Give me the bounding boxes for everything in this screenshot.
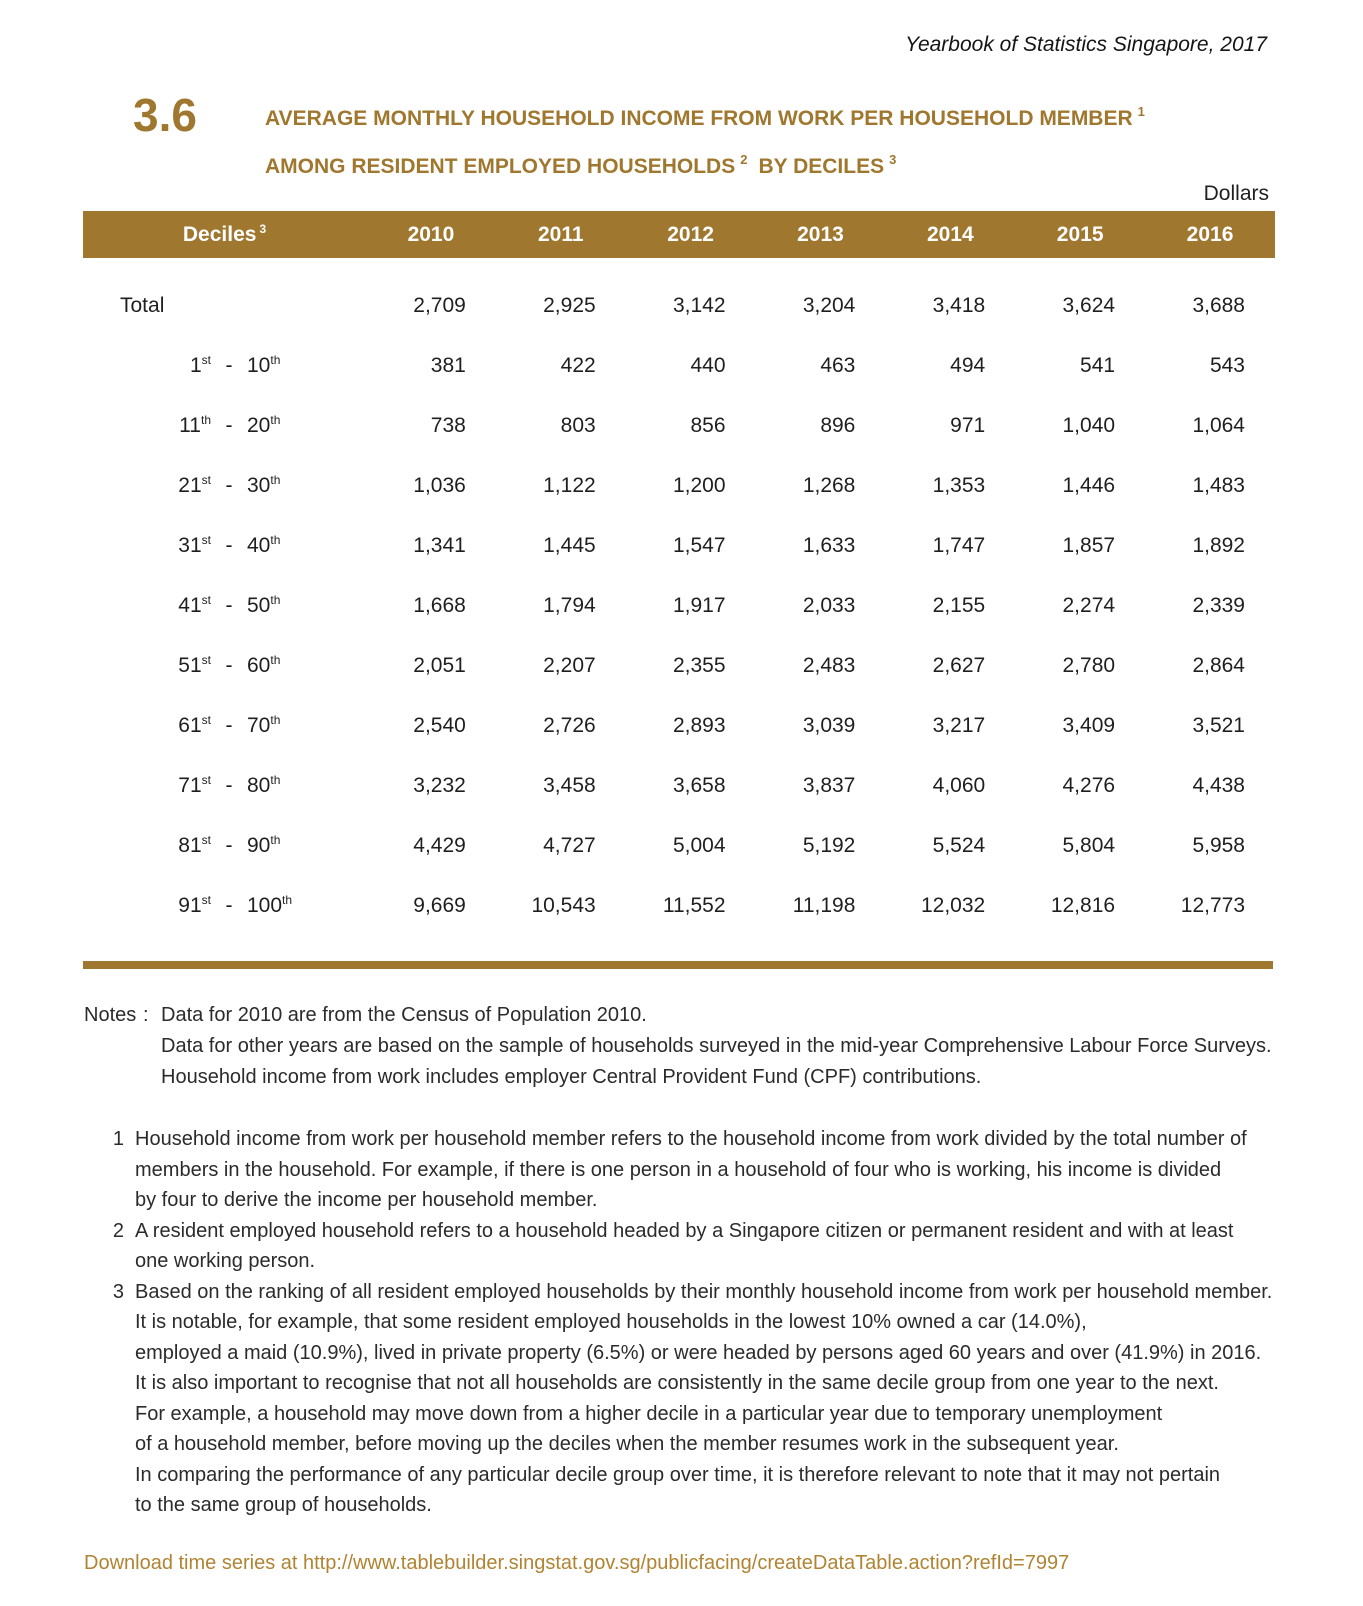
ordinal-suffix: th [270, 653, 281, 667]
value-cell: 12,032 [920, 894, 986, 917]
decile-cell [83, 336, 366, 396]
decile-cell [83, 516, 366, 576]
value-cell: 3,217 [932, 714, 986, 737]
value-cell: 2,155 [932, 594, 986, 617]
page-header: Yearbook of Statistics Singapore, 2017 [905, 33, 1267, 56]
value-cell: 3,521 [1192, 714, 1245, 737]
value-cell: 1,633 [802, 534, 856, 557]
table-row [83, 336, 1275, 396]
ordinal-suffix: st [201, 533, 211, 547]
value-cell: 2,709 [413, 294, 466, 317]
decile-range-end: 50th [247, 593, 281, 617]
value-cell: 1,747 [932, 534, 986, 557]
table-title-line1 [265, 104, 1145, 131]
footnotes [83, 1124, 1272, 1521]
table-row [83, 876, 1275, 936]
value-cell: 422 [560, 354, 596, 377]
value-cell: 3,142 [672, 294, 726, 317]
ordinal-suffix: th [200, 413, 211, 427]
year-column-header: 2012 [626, 211, 756, 258]
decile-range-end: 10th [247, 353, 281, 377]
value-cell: 1,857 [1062, 534, 1116, 557]
ordinal-suffix: st [201, 473, 211, 487]
value-cell: 12,773 [1180, 894, 1245, 917]
decile-range-start: 1st [189, 353, 211, 377]
value-cell: 1,892 [1192, 534, 1245, 557]
value-cell: 2,339 [1192, 594, 1245, 617]
value-cell: 2,627 [932, 654, 986, 677]
value-cell: 3,688 [1192, 294, 1245, 317]
value-cell: 11,198 [792, 894, 856, 917]
table-title-line2 [265, 152, 896, 179]
value-cell: 463 [820, 354, 856, 377]
decile-range-start: 31st [178, 533, 211, 557]
value-cell: 1,268 [802, 474, 856, 497]
title-text: AVERAGE MONTHLY HOUSEHOLD INCOME FROM WORK PER HOUSEHOLD MEMBER [265, 107, 1133, 130]
table-row [83, 456, 1275, 516]
value-cell: 1,040 [1062, 414, 1116, 437]
year-column-header: 2014 [885, 211, 1015, 258]
value-cell: 2,051 [413, 654, 466, 677]
table-header-row [83, 211, 1275, 258]
decile-range-start: 51st [178, 653, 211, 677]
decile-range-start: 11th [179, 413, 211, 437]
footnote-text [135, 1216, 1234, 1277]
value-cell: 10,543 [531, 894, 596, 917]
decile-cell [83, 456, 366, 516]
table-row [83, 696, 1275, 756]
ordinal-suffix: st [201, 773, 211, 787]
value-cell: 1,794 [543, 594, 596, 617]
note-line: Data for other years are based on the sample of households surveyed in the mid-year Comprehensive Labour Force Surveys. [161, 1035, 1272, 1057]
footnote-line: In comparing the performance of any particular decile group over time, it is therefore relevant to note that it may not pertain [135, 1463, 1221, 1486]
value-cell: 896 [820, 414, 856, 437]
decile-cell [83, 636, 366, 696]
decile-range-dash: - [225, 654, 233, 677]
value-cell: 1,353 [932, 474, 986, 497]
year-column-header: 2013 [756, 211, 886, 258]
unit-label: Dollars [1203, 182, 1269, 205]
table-row [83, 756, 1275, 816]
footnote-text [135, 1277, 1272, 1521]
year-column-header: 2011 [496, 211, 626, 258]
notes-label: Notes [84, 1004, 137, 1026]
value-cell: 4,438 [1192, 774, 1245, 797]
value-cell: 440 [690, 354, 726, 377]
ordinal-suffix: th [270, 533, 281, 547]
row-label: Total [120, 294, 165, 317]
notes-continuation [84, 1031, 1272, 1093]
footnote-ref-3: 3 [259, 222, 267, 236]
footnote-line: Household income from work per household member refers to the household income from work divided by the total number of [135, 1128, 1247, 1150]
decile-range-dash: - [225, 474, 233, 497]
value-cell: 5,004 [672, 834, 726, 857]
decile-range-dash: - [225, 894, 233, 917]
footnote-number: 3 [112, 1280, 124, 1303]
value-cell: 1,668 [413, 594, 466, 617]
decile-range-start: 21st [178, 473, 211, 497]
value-cell: 1,445 [543, 534, 596, 557]
ordinal-suffix: th [270, 593, 281, 607]
value-cell: 381 [430, 354, 466, 377]
year-column-header: 2010 [366, 211, 496, 258]
decile-cell [83, 876, 366, 936]
value-cell: 2,780 [1062, 654, 1116, 677]
value-cell: 3,204 [802, 294, 856, 317]
footnote-text [135, 1124, 1247, 1216]
decile-range-end: 90th [247, 833, 281, 857]
decile-range-start: 71st [178, 773, 211, 797]
value-cell: 4,060 [932, 774, 986, 797]
table-row [83, 516, 1275, 576]
footnote-line: one working person. [135, 1250, 316, 1272]
ordinal-suffix: th [270, 713, 281, 727]
value-cell: 1,036 [413, 474, 466, 497]
title-text: AMONG RESIDENT EMPLOYED HOUSEHOLDS [265, 155, 736, 178]
footnote-ref-1: 1 [1137, 104, 1145, 119]
table-body [83, 258, 1275, 936]
ordinal-suffix: st [201, 893, 211, 907]
decile-range-dash: - [225, 594, 233, 617]
value-cell: 5,958 [1192, 834, 1245, 857]
table-row [83, 816, 1275, 876]
value-cell: 971 [950, 414, 986, 437]
value-cell: 494 [950, 354, 986, 377]
decile-range-start: 41st [178, 593, 211, 617]
footnote-number: 2 [112, 1219, 124, 1242]
decile-cell [83, 756, 366, 816]
decile-range-end: 40th [247, 533, 281, 557]
value-cell: 1,917 [672, 594, 726, 617]
value-cell: 1,483 [1192, 474, 1245, 497]
ordinal-suffix: th [270, 773, 281, 787]
value-cell: 3,418 [932, 294, 986, 317]
value-cell: 3,458 [543, 774, 596, 797]
year-column-header: 2016 [1145, 211, 1275, 258]
table-row [83, 396, 1275, 456]
table-row [83, 258, 1275, 336]
value-cell: 541 [1080, 354, 1116, 377]
value-cell: 2,540 [413, 714, 466, 737]
footnote [83, 1277, 1272, 1521]
value-cell: 4,429 [413, 834, 466, 857]
ordinal-suffix: th [270, 473, 281, 487]
value-cell: 2,207 [543, 654, 596, 677]
decile-range-end: 20th [247, 413, 281, 437]
income-deciles-table [83, 211, 1275, 936]
footnote-ref-3: 3 [889, 152, 897, 167]
value-cell: 5,192 [802, 834, 856, 857]
value-cell: 803 [560, 414, 596, 437]
table-row [83, 636, 1275, 696]
decile-range-end: 30th [247, 473, 281, 497]
decile-range-end: 60th [247, 653, 281, 677]
value-cell: 2,033 [802, 594, 856, 617]
notes-block [84, 1000, 1272, 1093]
value-cell: 2,864 [1192, 654, 1245, 677]
decile-range-dash: - [225, 834, 233, 857]
footnote-line: members in the household. For example, if there is one person in a household of four who is working, his income is divided [135, 1158, 1222, 1181]
decile-cell [83, 258, 366, 336]
section-number: 3.6 [133, 89, 197, 141]
value-cell: 2,925 [543, 294, 596, 317]
value-cell: 3,624 [1062, 294, 1116, 317]
ordinal-suffix: st [201, 593, 211, 607]
note-line: Household income from work includes employer Central Provident Fund (CPF) contributions. [161, 1066, 982, 1088]
value-cell: 2,274 [1062, 594, 1116, 617]
value-cell: 738 [430, 414, 466, 437]
value-cell: 1,200 [672, 474, 726, 497]
value-cell: 9,669 [413, 894, 466, 917]
footnote-number: 1 [112, 1128, 124, 1150]
value-cell: 5,804 [1062, 834, 1116, 857]
footnote [83, 1124, 1272, 1216]
value-cell: 856 [690, 414, 726, 437]
decile-range-dash: - [225, 534, 233, 557]
value-cell: 3,039 [802, 714, 856, 737]
decile-cell [83, 396, 366, 456]
value-cell: 2,726 [543, 714, 596, 737]
ordinal-suffix: st [201, 653, 211, 667]
value-cell: 2,483 [802, 654, 856, 677]
note-line [84, 1000, 1272, 1031]
footnote [83, 1216, 1272, 1277]
footnote-ref-2: 2 [740, 152, 748, 167]
value-cell: 4,276 [1062, 774, 1116, 797]
ordinal-suffix: th [270, 413, 281, 427]
value-cell: 543 [1209, 354, 1245, 377]
decile-range-end: 80th [247, 773, 281, 797]
decile-range-dash: - [225, 774, 233, 797]
value-cell: 1,446 [1062, 474, 1116, 497]
deciles-column-header: Deciles $^3$ [83, 211, 366, 258]
value-cell: 2,355 [672, 654, 726, 677]
value-cell: 3,409 [1062, 714, 1116, 737]
value-cell: 12,816 [1050, 894, 1116, 917]
value-cell: 4,727 [543, 834, 596, 857]
ordinal-suffix: th [270, 353, 281, 367]
value-cell: 3,232 [413, 774, 466, 797]
footnote-line: A resident employed household refers to a household headed by a Singapore citizen or permanent resident and with at least [135, 1219, 1234, 1242]
footnote-line: employed a maid (10.9%), lived in private property (6.5%) or were headed by persons aged 60 years and over (41.9%) in 2016. [135, 1341, 1262, 1364]
table-row [83, 576, 1275, 636]
decile-cell [83, 696, 366, 756]
ordinal-suffix: th [282, 893, 293, 907]
notes-colon: : [143, 1004, 149, 1026]
footnote-line: For example, a household may move down from a higher decile in a particular year due to temporary unemployment [135, 1402, 1163, 1425]
value-cell: 1,547 [672, 534, 726, 557]
footnote-line: of a household member, before moving up the deciles when the member resumes work in the subsequent year. [135, 1433, 1119, 1455]
value-cell: 3,658 [672, 774, 726, 797]
download-time-series-link[interactable]: Download time series at http://www.tablebuilder.singstat.gov.sg/publicfacing/createDataTable.action?refId=7997 [84, 1552, 1070, 1574]
title-text: BY DECILES [758, 155, 885, 178]
decile-range-start: 91st [178, 893, 211, 917]
table-bottom-rule [83, 961, 1273, 969]
decile-range-end: 100th [247, 893, 293, 917]
footnote-line: It is also important to recognise that not all households are consistently in the same decile group from one year to the next. [135, 1372, 1219, 1394]
decile-range-dash: - [225, 414, 233, 437]
ordinal-suffix: th [270, 833, 281, 847]
value-cell: 1,341 [413, 534, 466, 557]
footnote-line: by four to derive the income per household member. [135, 1189, 598, 1211]
decile-range-end: 70th [247, 713, 281, 737]
note-text: Data for 2010 are from the Census of Population 2010. [161, 1004, 647, 1026]
ordinal-suffix: st [201, 713, 211, 727]
value-cell: 1,064 [1192, 414, 1245, 437]
decile-range-start: 61st [178, 713, 211, 737]
value-cell: 5,524 [932, 834, 986, 857]
decile-cell [83, 576, 366, 636]
footnote-line: to the same group of households. [135, 1494, 432, 1516]
decile-range-start: 81st [178, 833, 211, 857]
decile-range-dash: - [225, 354, 233, 377]
value-cell: 11,552 [662, 894, 726, 917]
year-column-header: 2015 [1015, 211, 1145, 258]
ordinal-suffix: st [201, 353, 211, 367]
footnote-line: Based on the ranking of all resident employed households by their monthly household income from work per household member. [135, 1280, 1273, 1303]
value-cell: 2,893 [672, 714, 726, 737]
decile-range-dash: - [225, 714, 233, 737]
footnote-line: It is notable, for example, that some resident employed households in the lowest 10% owned a car (14.0%), [135, 1311, 1087, 1333]
decile-cell [83, 816, 366, 876]
ordinal-suffix: st [201, 833, 211, 847]
value-cell: 1,122 [543, 474, 596, 497]
value-cell: 3,837 [802, 774, 856, 797]
